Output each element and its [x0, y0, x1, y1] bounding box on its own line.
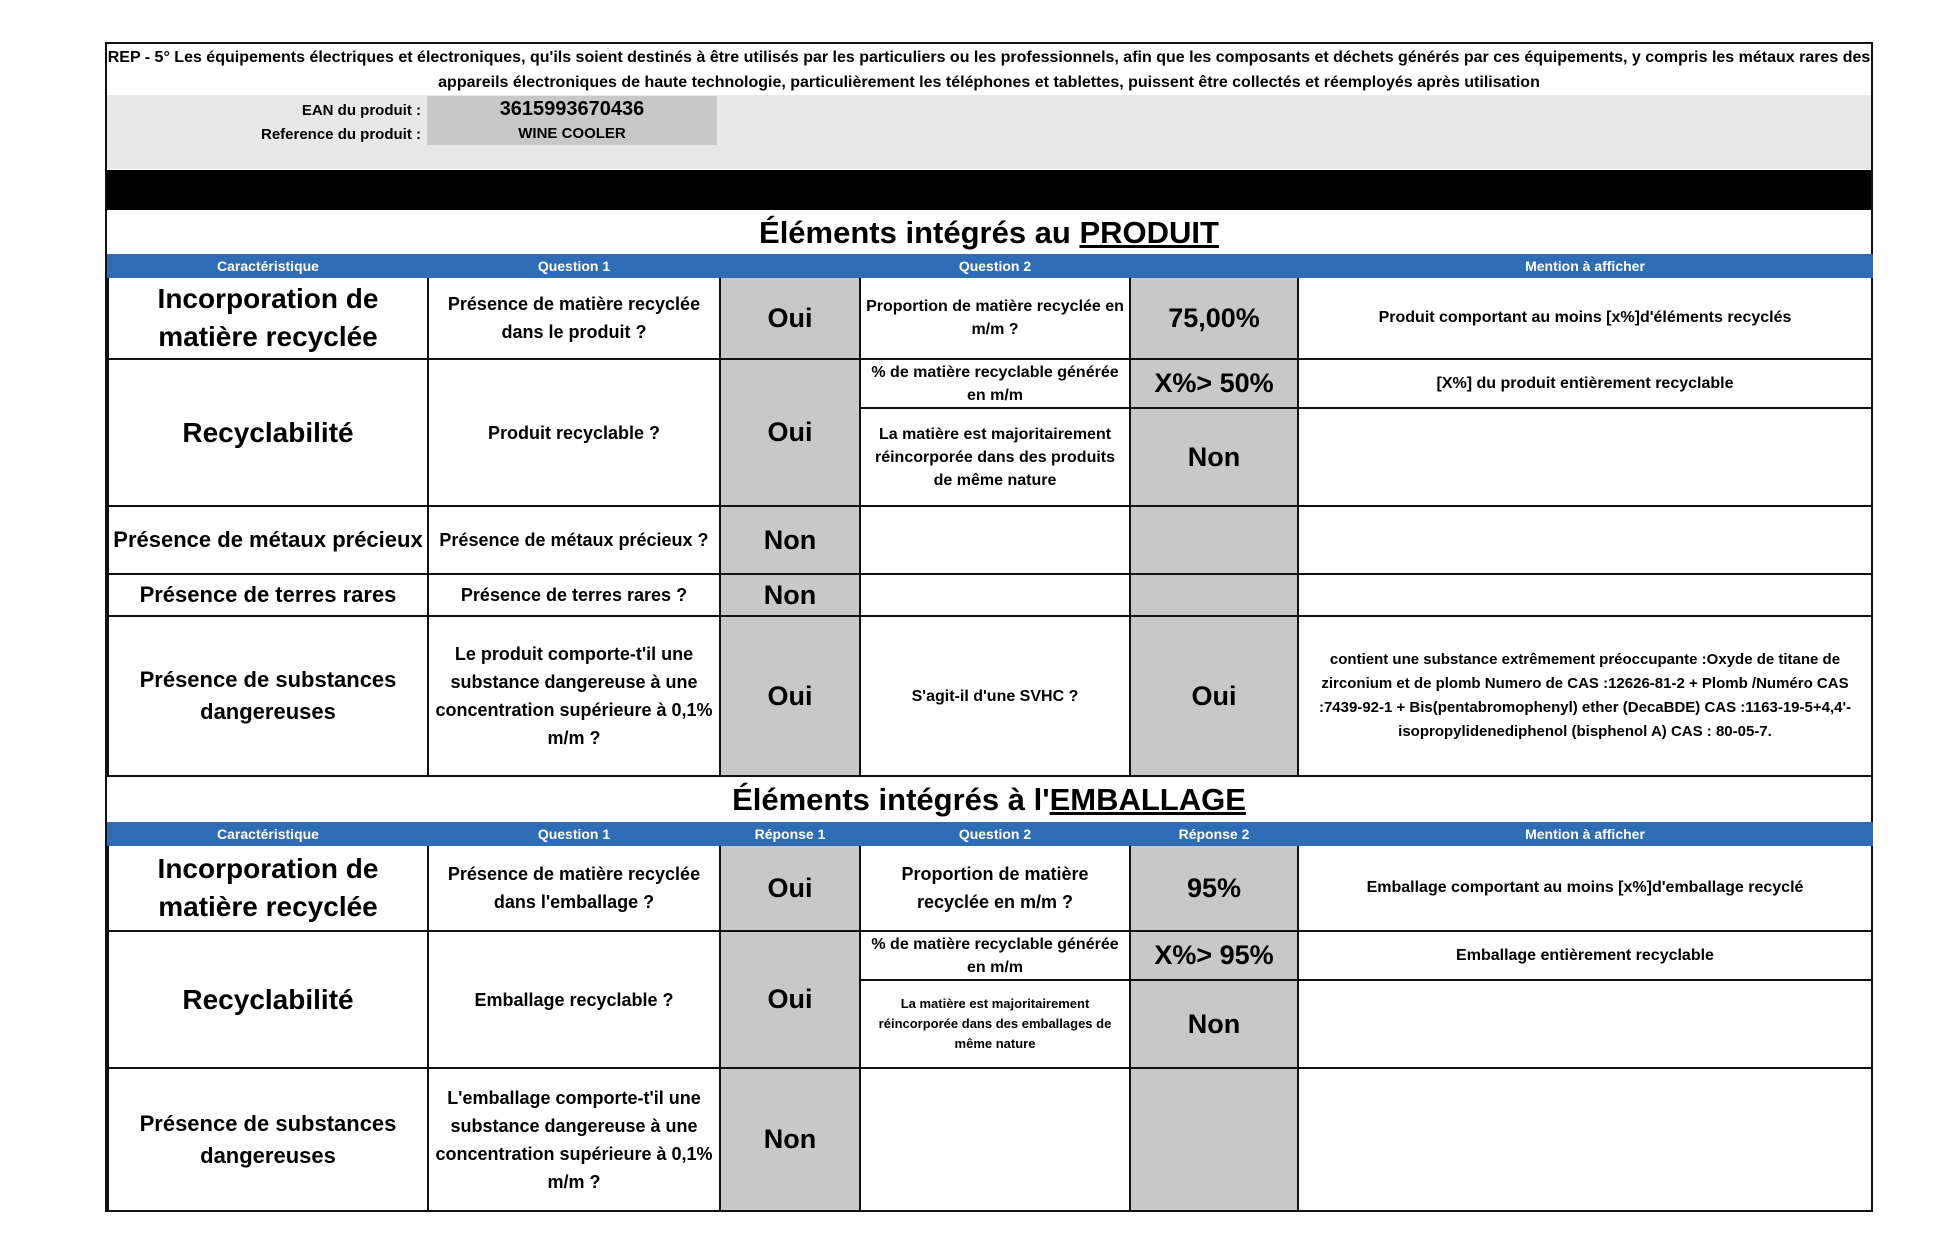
reponse1-cell: Oui [720, 277, 860, 359]
mention-cell [1298, 980, 1872, 1068]
mention-cell [1298, 506, 1872, 574]
intro-text: REP - 5° Les équipements électriques et électroniques, qu'ils soient destinés à être utilisés par les particuliers ou les professionnels, afin que les composants et déchets générés par ces équipements, y compris les métaux rares des appareils électroniques de haute technologie, particulièrement les téléphones et tablettes, puissent être collectés et réemployés après utilisation [107, 44, 1871, 95]
caracteristique-cell: Présence de métaux précieux [108, 506, 428, 574]
produit-header-question2: Question 2 [860, 255, 1130, 277]
question1-cell: Produit recyclable ? [428, 359, 720, 506]
reponse1-cell: Oui [720, 931, 860, 1068]
question2-cell [860, 506, 1130, 574]
mention-cell: [X%] du produit entièrement recyclable [1298, 359, 1872, 408]
reponse1-cell: Non [720, 506, 860, 574]
mention-cell [1298, 1068, 1872, 1211]
mention-cell [1298, 574, 1872, 616]
caracteristique-cell: Incorporation de matière recyclée [108, 277, 428, 359]
reponse1-cell: Oui [720, 845, 860, 931]
emballage-header-reponse2: Réponse 2 [1130, 823, 1298, 845]
produit-header-reponse2 [1130, 255, 1298, 277]
question1-cell: Emballage recyclable ? [428, 931, 720, 1068]
product-meta-labels [107, 99, 425, 147]
mention-cell: contient une substance extrêmement préoccupante :Oxyde de titane de zirconium et de plomb Numero de CAS :12626-81-2 + Plomb /Numéro CAS :7439-92-1 + Bis(pentabromophenyl) ether (DecaBDE) CAS :1163-19-5+4,4'-isopropylidenediphenol (bisphenol A) CAS : 80-05-7. [1298, 616, 1872, 776]
ref-value: WINE COOLER [427, 123, 717, 145]
question2-cell: La matière est majoritairement réincorporée dans des produits de même nature [860, 408, 1130, 506]
question1-cell: L'emballage comporte-t'il une substance dangereuse à une concentration supérieure à 0,1% m/m ? [428, 1068, 720, 1211]
question1-cell: Présence de terres rares ? [428, 574, 720, 616]
caracteristique-cell: Incorporation de matière recyclée [108, 845, 428, 931]
declaration-sheet [105, 42, 1873, 1212]
question2-cell: S'agit-il d'une SVHC ? [860, 616, 1130, 776]
ean-value: 3615993670436 [427, 96, 717, 123]
mention-cell [1298, 408, 1872, 506]
question2-cell: % de matière recyclable générée en m/m [860, 359, 1130, 408]
question2-cell: % de matière recyclable générée en m/m [860, 931, 1130, 980]
emballage-header-question2: Question 2 [860, 823, 1130, 845]
caracteristique-cell: Recyclabilité [108, 359, 428, 506]
produit-section-title [107, 212, 1871, 254]
produit-header-question1: Question 1 [428, 255, 720, 277]
question2-cell: La matière est majoritairement réincorporée dans des emballages de même nature [860, 980, 1130, 1068]
emballage-header-question1: Question 1 [428, 823, 720, 845]
table-row [108, 574, 1872, 616]
caracteristique-cell: Recyclabilité [108, 931, 428, 1068]
caracteristique-cell: Présence de substances dangereuses [108, 1068, 428, 1211]
separator-bar [107, 170, 1871, 210]
emballage-title-prefix: Éléments intégrés à l' [732, 782, 1050, 817]
table-row [108, 359, 1872, 408]
reponse2-cell: X%> 50% [1130, 359, 1298, 408]
table-row [108, 1068, 1872, 1211]
mention-cell: Emballage comportant au moins [x%]d'emballage recyclé [1298, 845, 1872, 931]
reponse2-cell: 95% [1130, 845, 1298, 931]
produit-title-prefix: Éléments intégrés au [759, 215, 1080, 250]
reponse1-cell: Oui [720, 359, 860, 506]
reponse2-cell: Non [1130, 980, 1298, 1068]
reponse1-cell: Oui [720, 616, 860, 776]
emballage-header-row [108, 823, 1872, 845]
mention-cell: Produit comportant au moins [x%]d'éléments recyclés [1298, 277, 1872, 359]
produit-title-emph: PRODUIT [1079, 215, 1219, 250]
table-row [108, 616, 1872, 776]
question1-cell: Présence de matière recyclée dans le produit ? [428, 277, 720, 359]
caracteristique-cell: Présence de substances dangereuses [108, 616, 428, 776]
emballage-header-caracteristique: Caractéristique [108, 823, 428, 845]
emballage-header-mention: Mention à afficher [1298, 823, 1872, 845]
mention-cell: Emballage entièrement recyclable [1298, 931, 1872, 980]
table-row [108, 845, 1872, 931]
question2-cell [860, 574, 1130, 616]
reponse2-cell: X%> 95% [1130, 931, 1298, 980]
question2-cell [860, 1068, 1130, 1211]
ref-label: Reference du produit : [260, 126, 421, 143]
reponse1-cell: Non [720, 1068, 860, 1211]
produit-table [107, 254, 1873, 777]
question1-cell: Présence de métaux précieux ? [428, 506, 720, 574]
reponse2-cell: Oui [1130, 616, 1298, 776]
emballage-title-emph: EMBALLAGE [1049, 782, 1246, 817]
table-row [108, 277, 1872, 359]
reponse2-cell [1130, 506, 1298, 574]
table-row [108, 506, 1872, 574]
table-row [108, 931, 1872, 980]
intro-block [107, 44, 1871, 169]
question1-cell: Le produit comporte-t'il une substance dangereuse à une concentration supérieure à 0,1% m/m ? [428, 616, 720, 776]
produit-header-mention: Mention à afficher [1298, 255, 1872, 277]
produit-header-reponse1 [720, 255, 860, 277]
reponse2-cell: Non [1130, 408, 1298, 506]
question1-cell: Présence de matière recyclée dans l'emballage ? [428, 845, 720, 931]
emballage-header-reponse1: Réponse 1 [720, 823, 860, 845]
reponse1-cell: Non [720, 574, 860, 616]
reponse2-cell: 75,00% [1130, 277, 1298, 359]
caracteristique-cell: Présence de terres rares [108, 574, 428, 616]
ean-label: EAN du produit : [301, 102, 421, 119]
produit-header-caracteristique: Caractéristique [108, 255, 428, 277]
produit-header-row [108, 255, 1872, 277]
emballage-table [107, 822, 1873, 1212]
question2-cell: Proportion de matière recyclée en m/m ? [860, 845, 1130, 931]
reponse2-cell [1130, 574, 1298, 616]
reponse2-cell [1130, 1068, 1298, 1211]
emballage-section-title [107, 778, 1871, 822]
question2-cell: Proportion de matière recyclée en m/m ? [860, 277, 1130, 359]
